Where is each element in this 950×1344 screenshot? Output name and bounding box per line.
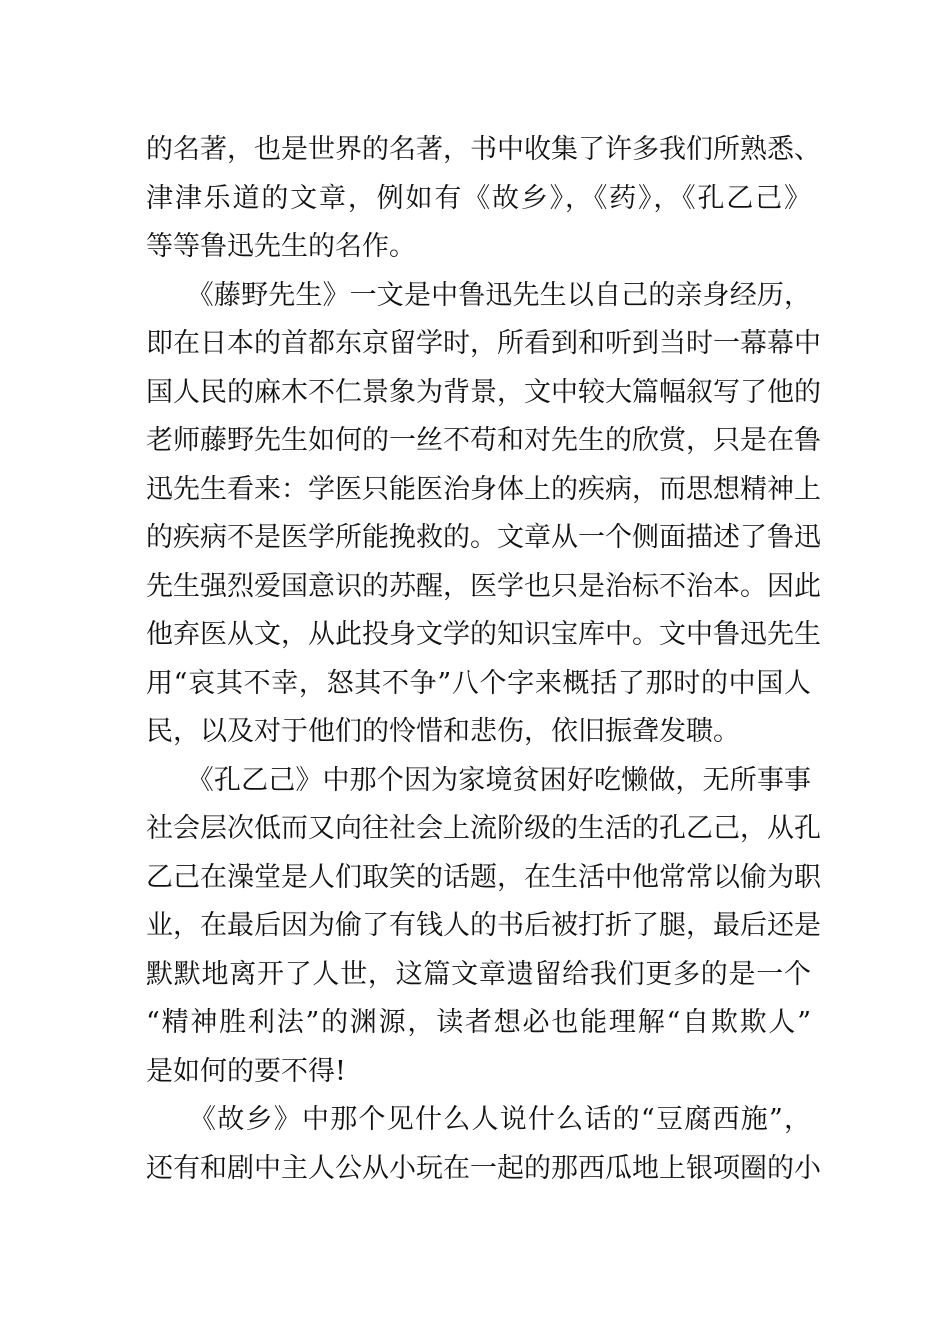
text-line: 用“哀其不幸，怒其不争”八个字来概括了那时的中国人 [146,667,811,699]
text-line: 他弃医从文，从此投身文学的知识宝库中。文中鲁迅先生 [146,619,821,650]
body-text [146,126,821,1193]
text-line: 社会层次低而又向往社会上流阶级的生活的孔乙己，从孔 [146,813,821,844]
text-line: 业，在最后因为偷了有钱人的书后被打折了腿，最后还是 [146,910,821,941]
text-line: 乙己在澡堂是人们取笑的话题，在生活中他常常以偷为职 [146,861,821,893]
paragraph-3 [146,757,821,1097]
text-line: 先生强烈爱国意识的苏醒，医学也只是治标不治本。因此 [146,570,821,602]
text-line: 《藤野先生》一文是中鲁迅先生以自己的亲身经历， [146,279,811,311]
text-line: 民，以及对于他们的怜惜和悲伤，依旧振聋发聩。 [146,716,740,747]
paragraph-1 [146,126,821,272]
text-line: 默默地离开了人世，这篇文章遗留给我们更多的是一个 [146,958,811,990]
text-line: “精神胜利法”的渊源，读者想必也能理解“自欺欺人” [146,1007,811,1038]
text-line: 是如何的要不得! [146,1055,346,1087]
text-line: 老师藤野先生如何的一丝不苟和对先生的欣赏，只是在鲁 [146,425,821,456]
text-line: 迅先生看来：学医只能医治身体上的疾病，而思想精神上 [146,473,821,505]
paragraph-4 [146,1096,821,1193]
text-line: 《孔乙己》中那个因为家境贫困好吃懒做，无所事事 [146,764,811,796]
text-line: 等等鲁迅先生的名作。 [146,231,416,262]
text-line: 的名著，也是世界的名著，书中收集了许多我们所熟悉、 [146,134,821,165]
text-line: 国人民的麻木不仁景象为背景，文中较大篇幅叙写了他的 [146,376,821,408]
text-line: 还有和剧中主人公从小玩在一起的那西瓜地上银项圈的小 [146,1152,821,1184]
text-line: 即在日本的首都东京留学时，所看到和听到当时一幕幕中 [146,328,821,359]
text-line: 的疾病不是医学所能挽救的。文章从一个侧面描述了鲁迅 [146,522,821,553]
paragraph-2 [146,272,821,757]
text-line: 津津乐道的文章，例如有《故乡》，《药》，《孔乙己》 [146,182,811,214]
text-line: 《故乡》中那个见什么人说什么话的“豆腐西施”， [146,1104,811,1135]
